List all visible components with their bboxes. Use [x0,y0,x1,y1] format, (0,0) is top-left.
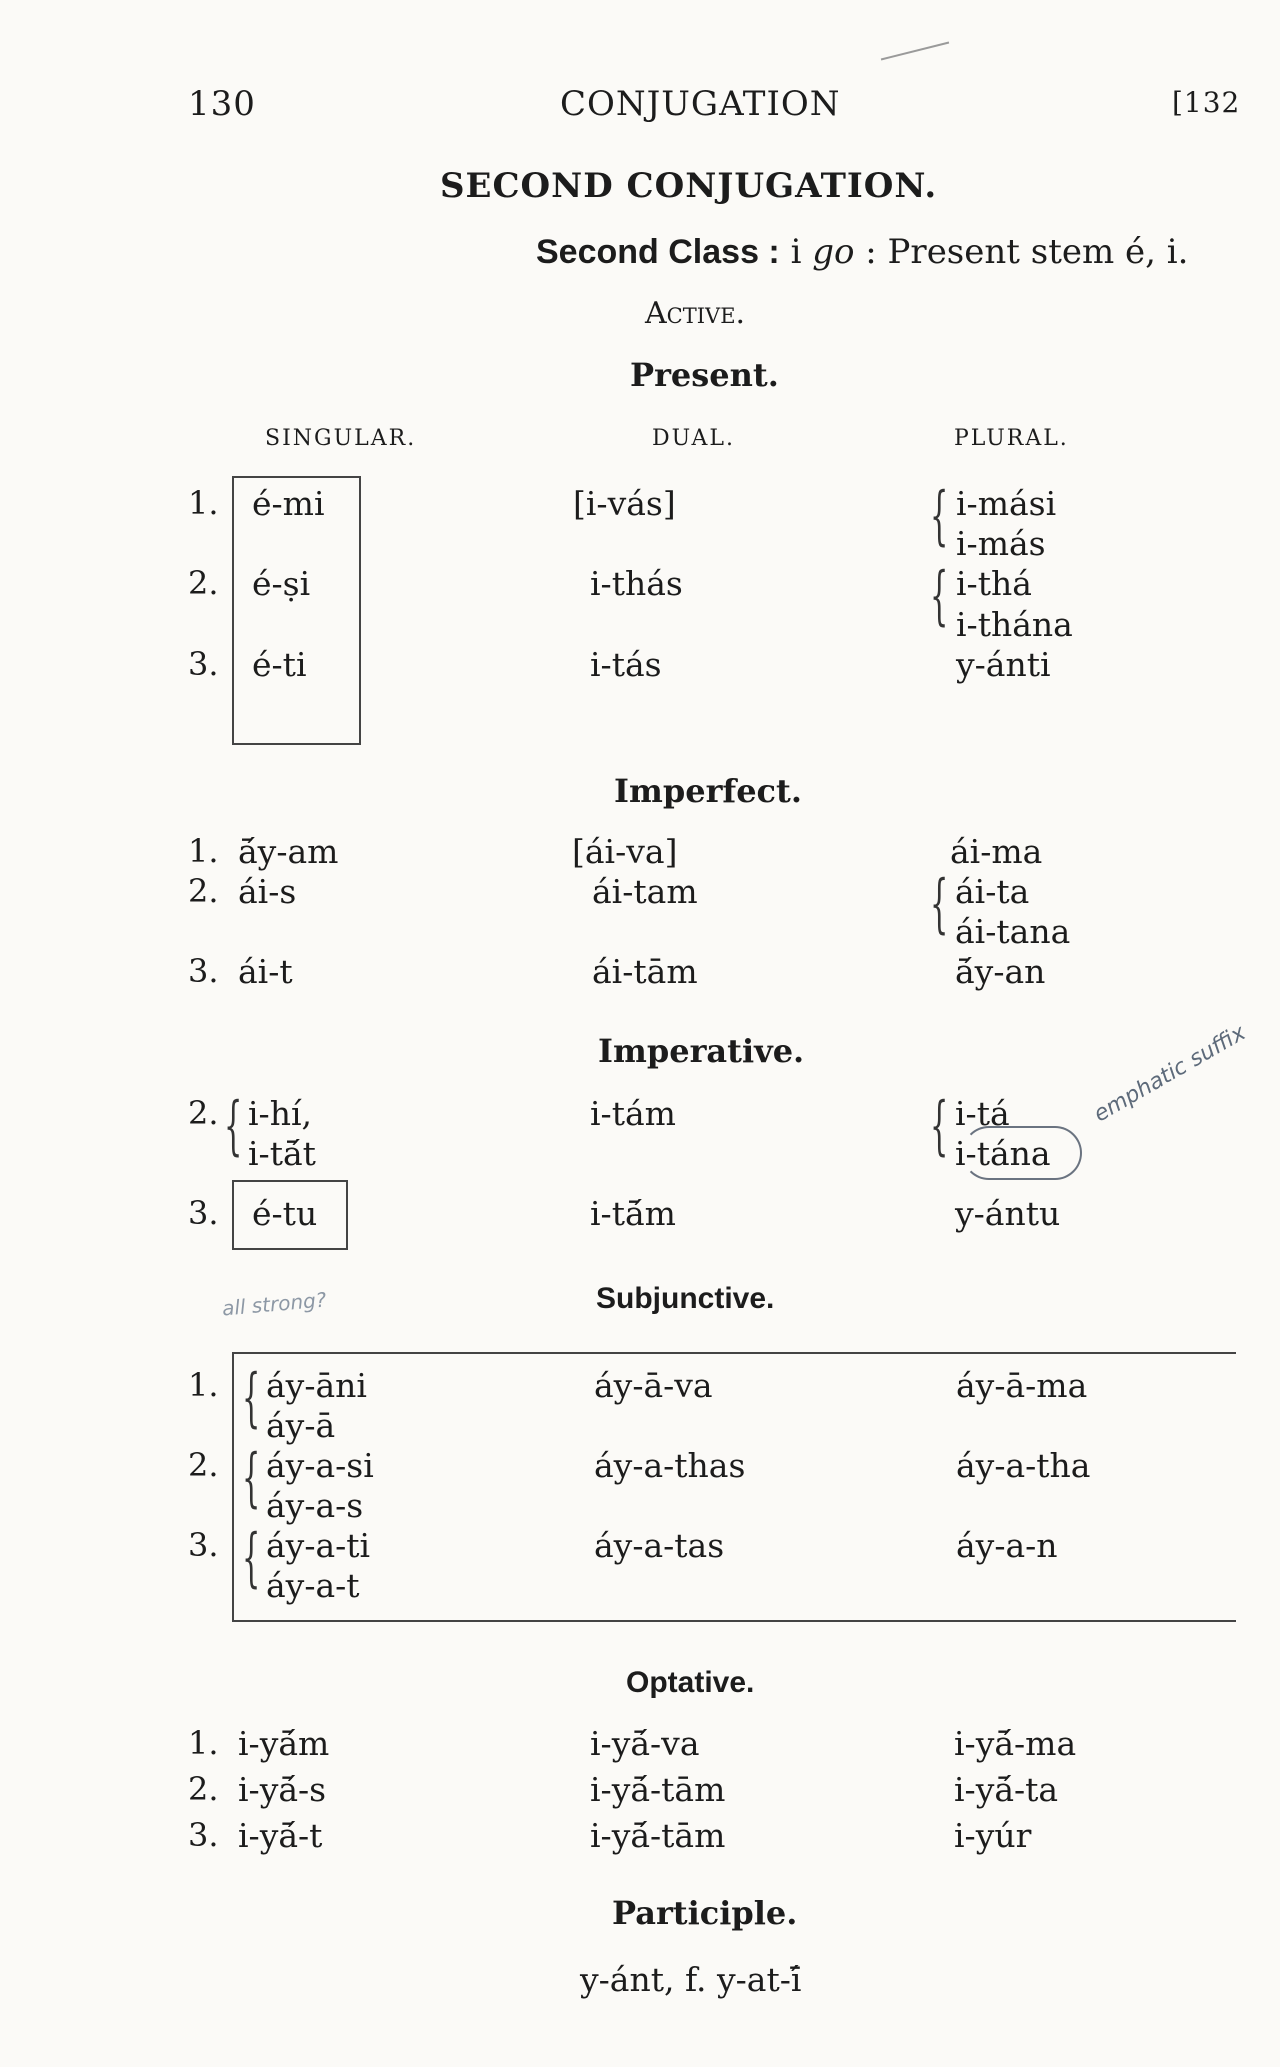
subtitle-root: i [790,232,802,272]
subjunctive-sg1-brace: { [242,1361,261,1435]
imperative-sg-2a: i-hí, [248,1094,313,1133]
participle-heading: Participle. [612,1894,798,1932]
subjunctive-pl-3: áy-a-n [956,1526,1058,1565]
subjunctive-sg-2a: áy-a-si [266,1446,374,1485]
subjunctive-pl-2: áy-a-tha [956,1446,1091,1485]
optative-du-2: i-yā́-tām [590,1770,726,1809]
imperfect-sg-1: ā́y-am [238,832,339,871]
imperative-sg-2b: i-tā́t [248,1134,316,1173]
imperfect-du-2: ái-tam [592,872,698,911]
subjunctive-sg-1b: áy-ā [266,1406,336,1445]
present-sg-1: é-mi [252,484,325,523]
subjunctive-sg-1a: áy-āni [266,1366,367,1405]
running-title: CONJUGATION [560,84,841,124]
subjunctive-du-3: áy-a-tas [594,1526,725,1565]
present-pl-2b: i-thána [956,605,1073,644]
optative-du-3: i-yā́-tām [590,1816,726,1855]
imperative-pl2-brace: { [930,1089,949,1163]
present-du-2: i-thás [590,564,683,603]
imperfect-pl2-brace: { [930,867,949,941]
imperfect-pl-2b: ái-tana [955,912,1071,951]
imperfect-pl-1: ái-ma [950,832,1043,871]
imperative-pl-3: y-ántu [955,1194,1061,1233]
subjunctive-sg-3b: áy-a-t [266,1566,360,1605]
subjunctive-box-bottom [232,1620,1236,1622]
present-pl-1a: i-mási [956,484,1057,523]
subtitle-label: Second Class : [536,233,780,271]
imperfect-du-3: ái-tām [592,952,698,991]
imperfect-heading: Imperfect. [614,772,802,810]
subjunctive-number-1: 1. [188,1366,219,1404]
optative-number-1: 1. [188,1724,219,1762]
imperfect-sg-3: ái-t [238,952,293,991]
imperfect-du-1: [ái-va] [572,832,678,871]
imperfect-pl-2a: ái-ta [955,872,1030,911]
optative-du-1: i-yā́-va [590,1724,700,1763]
paper-scratch [881,42,949,61]
column-header-plural: PLURAL. [954,426,1069,451]
optative-number-3: 3. [188,1816,219,1854]
subjunctive-number-3: 3. [188,1526,219,1564]
subjunctive-heading: Subjunctive. [596,1282,775,1315]
row-number-1: 1. [188,484,219,522]
present-sg-3: é-ti [252,645,307,684]
present-pl1-brace: { [930,479,949,553]
handwritten-note-strong: all strong? [221,1287,328,1321]
imperative-sg-3: é-tu [252,1194,318,1233]
present-sg-2: é-ṣi [252,564,311,603]
subjunctive-box-left [232,1352,234,1622]
imperfect-sg-2: ái-s [238,872,297,911]
imperative-du-3: i-tā́m [590,1194,676,1233]
present-pl2-brace: { [930,559,949,633]
imperfect-pl-3: ā́y-an [955,952,1046,991]
optative-sg-3: i-yā́-t [238,1816,323,1855]
page-number: 130 [188,84,256,124]
optative-pl-1: i-yā́-ma [954,1724,1077,1763]
page-title: SECOND CONJUGATION. [440,166,938,206]
present-pl-2a: i-thá [956,564,1032,603]
subtitle-rest: : Present stem é, i. [865,232,1189,272]
emphatic-circle [962,1126,1082,1180]
subjunctive-sg3-brace: { [242,1521,261,1595]
imperative-pl-2b: i-tána [955,1134,1051,1173]
optative-pl-3: i-yúr [954,1816,1032,1855]
imperfect-number-3: 3. [188,952,219,990]
imperfect-number-2: 2. [188,872,219,910]
present-du-3: i-tás [590,645,662,684]
imperative-pl-2a: i-tá [955,1094,1010,1133]
optative-sg-2: i-yā́-s [238,1770,327,1809]
participle-forms: y-ánt, f. y-at-ī́ [580,1960,802,1999]
subjunctive-number-2: 2. [188,1446,219,1484]
subjunctive-sg-2b: áy-a-s [266,1486,364,1525]
imperative-heading: Imperative. [598,1032,805,1070]
subjunctive-sg-3a: áy-a-ti [266,1526,371,1565]
present-du-1: [i-vás] [573,484,676,523]
column-header-dual: DUAL. [652,426,735,451]
present-heading: Present. [630,356,779,394]
optative-pl-2: i-yā́-ta [954,1770,1059,1809]
voice-heading: Active. [645,296,746,331]
column-header-singular: SINGULAR. [265,426,417,451]
imperative-du-2: i-tám [590,1094,676,1133]
present-pl-3: y-ánti [956,645,1051,684]
subjunctive-du-2: áy-a-thas [594,1446,746,1485]
subjunctive-pl-1: áy-ā-ma [956,1366,1088,1405]
imperfect-number-1: 1. [188,832,219,870]
section-reference: [132 [1172,86,1241,119]
imperative-number-2: 2. [188,1094,219,1132]
subtitle [536,232,1188,272]
imperative-number-3: 3. [188,1194,219,1232]
optative-number-2: 2. [188,1770,219,1808]
imperative-sg2-brace: { [224,1089,243,1163]
optative-sg-1: i-yā́m [238,1724,330,1763]
handwritten-note-emphatic: emphatic suffix [1089,1020,1251,1128]
subjunctive-box-top [232,1352,1236,1354]
present-pl-1b: i-más [956,524,1046,563]
row-number-2: 2. [188,564,219,602]
subjunctive-du-1: áy-ā-va [594,1366,713,1405]
subtitle-gloss: go [812,232,855,272]
optative-heading: Optative. [626,1666,755,1699]
subjunctive-sg2-brace: { [242,1441,261,1515]
row-number-3: 3. [188,645,219,683]
